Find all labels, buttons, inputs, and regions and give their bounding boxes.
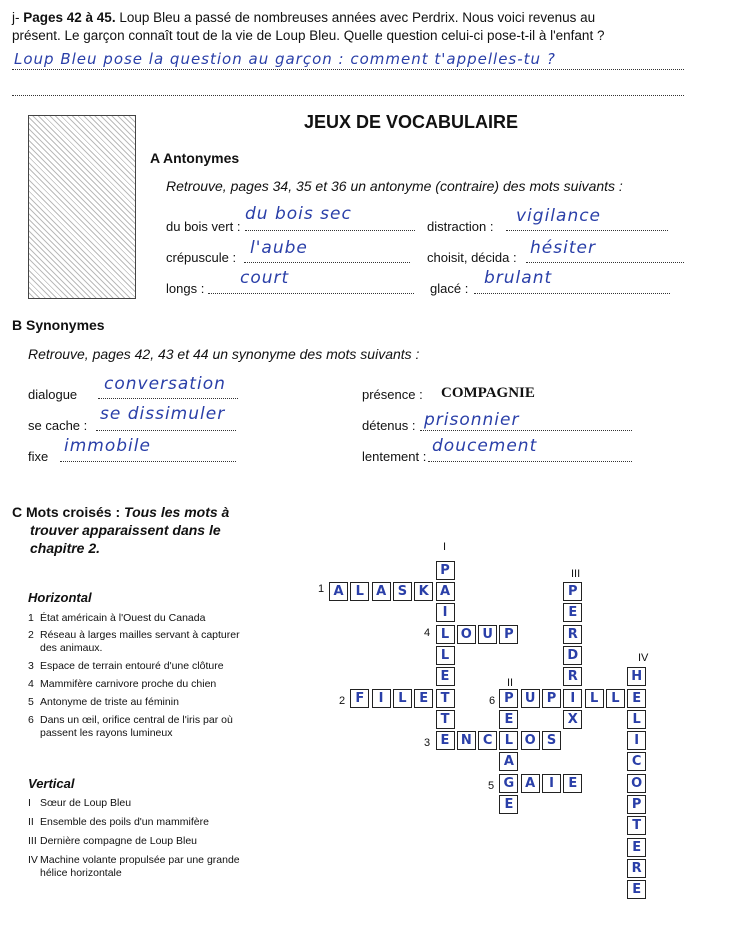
- question-answer: Loup Bleu pose la question au garçon : comment t'appelles-tu ?: [14, 50, 556, 68]
- grid-number-5: 5: [488, 780, 495, 792]
- ant-answer-6: brulant: [484, 268, 553, 288]
- crossword-cell[interactable]: E: [627, 880, 646, 899]
- h-clue-6: 6 Dans un œil, orifice central de l'iris par où: [28, 714, 233, 726]
- crossword-cell[interactable]: P: [499, 689, 518, 708]
- grid-label-I: I: [443, 541, 447, 553]
- crossword-cell[interactable]: E: [627, 838, 646, 857]
- grid-number-6: 6: [489, 695, 496, 707]
- crossword-cell[interactable]: C: [627, 752, 646, 771]
- motscroises-heading-italic1: Tous les mots à: [124, 504, 230, 520]
- crossword-cell[interactable]: P: [499, 625, 518, 644]
- synonymes-instruction: Retrouve, pages 42, 43 et 44 un synonyme des mots suivants :: [28, 346, 420, 362]
- h-clue-5: 5 Antonyme de triste au féminin: [28, 696, 179, 708]
- ant-answer-2: vigilance: [516, 206, 602, 226]
- motscroises-heading-3: chapitre 2.: [30, 540, 101, 556]
- crossword-cell[interactable]: A: [329, 582, 348, 601]
- syn-label-1: dialogue: [28, 387, 78, 402]
- page-title: JEUX DE VOCABULAIRE: [304, 112, 519, 132]
- crossword-cell[interactable]: I: [542, 774, 561, 793]
- ant-answer-4: hésiter: [530, 238, 596, 258]
- ant-line-3: [244, 262, 410, 263]
- syn-answer-4: prisonnier: [424, 410, 520, 430]
- motscroises-heading: [12, 504, 229, 520]
- answer-line-1: [12, 69, 684, 70]
- crossword-cell[interactable]: L: [436, 646, 455, 665]
- crossword-cell[interactable]: U: [478, 625, 497, 644]
- grid-number-2: 2: [339, 695, 346, 707]
- crossword-cell[interactable]: E: [414, 689, 433, 708]
- crossword-cell[interactable]: T: [436, 710, 455, 729]
- ant-answer-5: court: [240, 268, 290, 288]
- crossword-cell[interactable]: O: [627, 774, 646, 793]
- crossword-cell[interactable]: A: [372, 582, 391, 601]
- illustration-image: [28, 115, 136, 299]
- syn-line-6: [428, 461, 632, 462]
- crossword-cell[interactable]: K: [414, 582, 433, 601]
- crossword-cell[interactable]: A: [521, 774, 540, 793]
- crossword-cell[interactable]: G: [499, 774, 518, 793]
- question-line1: [12, 10, 595, 25]
- crossword-cell[interactable]: T: [436, 689, 455, 708]
- ant-line-5: [208, 293, 414, 294]
- crossword-cell[interactable]: R: [627, 859, 646, 878]
- crossword-cell[interactable]: S: [542, 731, 561, 750]
- ant-label-1: du bois vert :: [166, 219, 241, 234]
- crossword-cell[interactable]: P: [563, 582, 582, 601]
- crossword-cell[interactable]: A: [436, 582, 455, 601]
- grid-label-IV: IV: [638, 652, 649, 664]
- crossword-cell[interactable]: E: [436, 731, 455, 750]
- crossword-cell[interactable]: L: [436, 625, 455, 644]
- crossword-cell[interactable]: L: [606, 689, 625, 708]
- crossword-cell[interactable]: P: [542, 689, 561, 708]
- answer-line-2: [12, 95, 684, 96]
- ant-label-3: crépuscule :: [166, 250, 237, 265]
- h-clue-6b: passent les rayons lumineux: [40, 727, 173, 739]
- v-clue-4b: hélice horizontale: [40, 867, 122, 879]
- crossword-cell[interactable]: O: [521, 731, 540, 750]
- v-clue-3: III Dernière compagne de Loup Bleu: [28, 835, 198, 847]
- v-clue-2: II Ensemble des poils d'un mammifère: [28, 816, 209, 828]
- antonymes-heading: A Antonymes: [150, 150, 240, 166]
- crossword-cell[interactable]: O: [457, 625, 476, 644]
- ant-line-4: [526, 262, 684, 263]
- crossword-cell[interactable]: L: [585, 689, 604, 708]
- horizontal-clues: [28, 612, 268, 740]
- crossword-cell[interactable]: P: [627, 795, 646, 814]
- crossword-cell[interactable]: E: [436, 667, 455, 686]
- horizontal-title: Horizontal: [28, 590, 92, 605]
- question-prefix: j-: [12, 10, 24, 25]
- v-clue-1: I Sœur de Loup Bleu: [28, 797, 132, 809]
- crossword-cell[interactable]: I: [372, 689, 391, 708]
- syn-label-5: fixe: [28, 449, 49, 464]
- crossword-cell[interactable]: F: [350, 689, 369, 708]
- ant-label-2: distraction :: [427, 219, 494, 234]
- motscroises-heading-bold: C Mots croisés :: [12, 504, 121, 520]
- crossword-cell[interactable]: A: [499, 752, 518, 771]
- antonymes-instruction: Retrouve, pages 34, 35 et 36 un antonyme (contraire) des mots suivants :: [166, 178, 623, 194]
- question-line2: présent. Le garçon connaît tout de la vie de Loup Bleu. Quelle question celui-ci pose-t-il à l'enfant ?: [12, 28, 605, 43]
- h-clue-2b: des animaux.: [40, 642, 103, 654]
- grid-label-II: II: [507, 677, 514, 689]
- crossword-cell[interactable]: I: [436, 603, 455, 622]
- crossword-cell[interactable]: N: [457, 731, 476, 750]
- syn-answer-1: conversation: [104, 374, 226, 394]
- crossword-cell[interactable]: L: [627, 710, 646, 729]
- h-clue-4: 4 Mammifère carnivore proche du chien: [28, 678, 217, 690]
- syn-answer-2: COMPAGNIE: [441, 385, 535, 401]
- ant-label-4: choisit, décida :: [427, 250, 517, 265]
- vertical-title: Vertical: [28, 776, 75, 791]
- grid-number-1: 1: [318, 583, 325, 595]
- h-clue-2: 2 Réseau à larges mailles servant à capturer: [28, 629, 240, 641]
- synonymes-heading: B Synonymes: [12, 317, 105, 333]
- syn-label-4: détenus :: [362, 418, 416, 433]
- ant-line-6: [474, 293, 670, 294]
- ant-line-2: [506, 230, 668, 231]
- syn-line-1: [98, 398, 238, 399]
- ant-label-6: glacé :: [430, 281, 469, 296]
- crossword-cell[interactable]: C: [478, 731, 497, 750]
- crossword-cell[interactable]: U: [521, 689, 540, 708]
- syn-line-3: [96, 430, 236, 431]
- vertical-clues: [28, 797, 268, 880]
- crossword-cell[interactable]: E: [627, 689, 646, 708]
- crossword-cell[interactable]: E: [563, 774, 582, 793]
- grid-number-3: 3: [424, 737, 431, 749]
- syn-label-3: se cache :: [28, 418, 88, 433]
- syn-answer-3: se dissimuler: [100, 404, 226, 424]
- question-pages: Pages 42 à 45.: [23, 10, 116, 25]
- crossword-cell[interactable]: E: [499, 710, 518, 729]
- crossword-cell[interactable]: I: [627, 731, 646, 750]
- crossword-cell[interactable]: X: [563, 710, 582, 729]
- crossword-cell[interactable]: H: [627, 667, 646, 686]
- crossword-cell[interactable]: I: [563, 689, 582, 708]
- crossword-cell[interactable]: E: [563, 603, 582, 622]
- crossword-cell[interactable]: T: [627, 816, 646, 835]
- ant-answer-3: l'aube: [250, 238, 308, 258]
- syn-answer-5: immobile: [64, 436, 151, 456]
- syn-answer-6: doucement: [432, 436, 538, 456]
- ant-answer-1: du bois sec: [245, 204, 352, 224]
- crossword-cell[interactable]: R: [563, 667, 582, 686]
- crossword-cell[interactable]: E: [499, 795, 518, 814]
- syn-line-5: [60, 461, 236, 462]
- crossword-cell[interactable]: L: [393, 689, 412, 708]
- syn-label-2: présence :: [362, 387, 423, 402]
- syn-label-6: lentement :: [362, 449, 427, 464]
- crossword-cell[interactable]: R: [563, 625, 582, 644]
- crossword-cell[interactable]: P: [436, 561, 455, 580]
- syn-line-4: [420, 430, 632, 431]
- v-clue-4: IV Machine volante propulsée par une grande: [28, 854, 240, 866]
- crossword-cell[interactable]: S: [393, 582, 412, 601]
- crossword-cell[interactable]: L: [350, 582, 369, 601]
- grid-label-III: III: [571, 568, 581, 580]
- h-clue-3: 3 Espace de terrain entouré d'une clôture: [28, 660, 224, 672]
- question-text1: Loup Bleu a passé de nombreuses années avec Perdrix. Nous voici revenus au: [115, 10, 596, 25]
- h-clue-1: 1 État américain à l'Ouest du Canada: [28, 612, 206, 624]
- motscroises-heading-2: trouver apparaissent dans le: [30, 522, 221, 538]
- ant-label-5: longs :: [166, 281, 205, 296]
- ant-line-1: [245, 230, 415, 231]
- crossword-cell[interactable]: D: [563, 646, 582, 665]
- grid-number-4: 4: [424, 627, 431, 639]
- crossword-cell[interactable]: L: [499, 731, 518, 750]
